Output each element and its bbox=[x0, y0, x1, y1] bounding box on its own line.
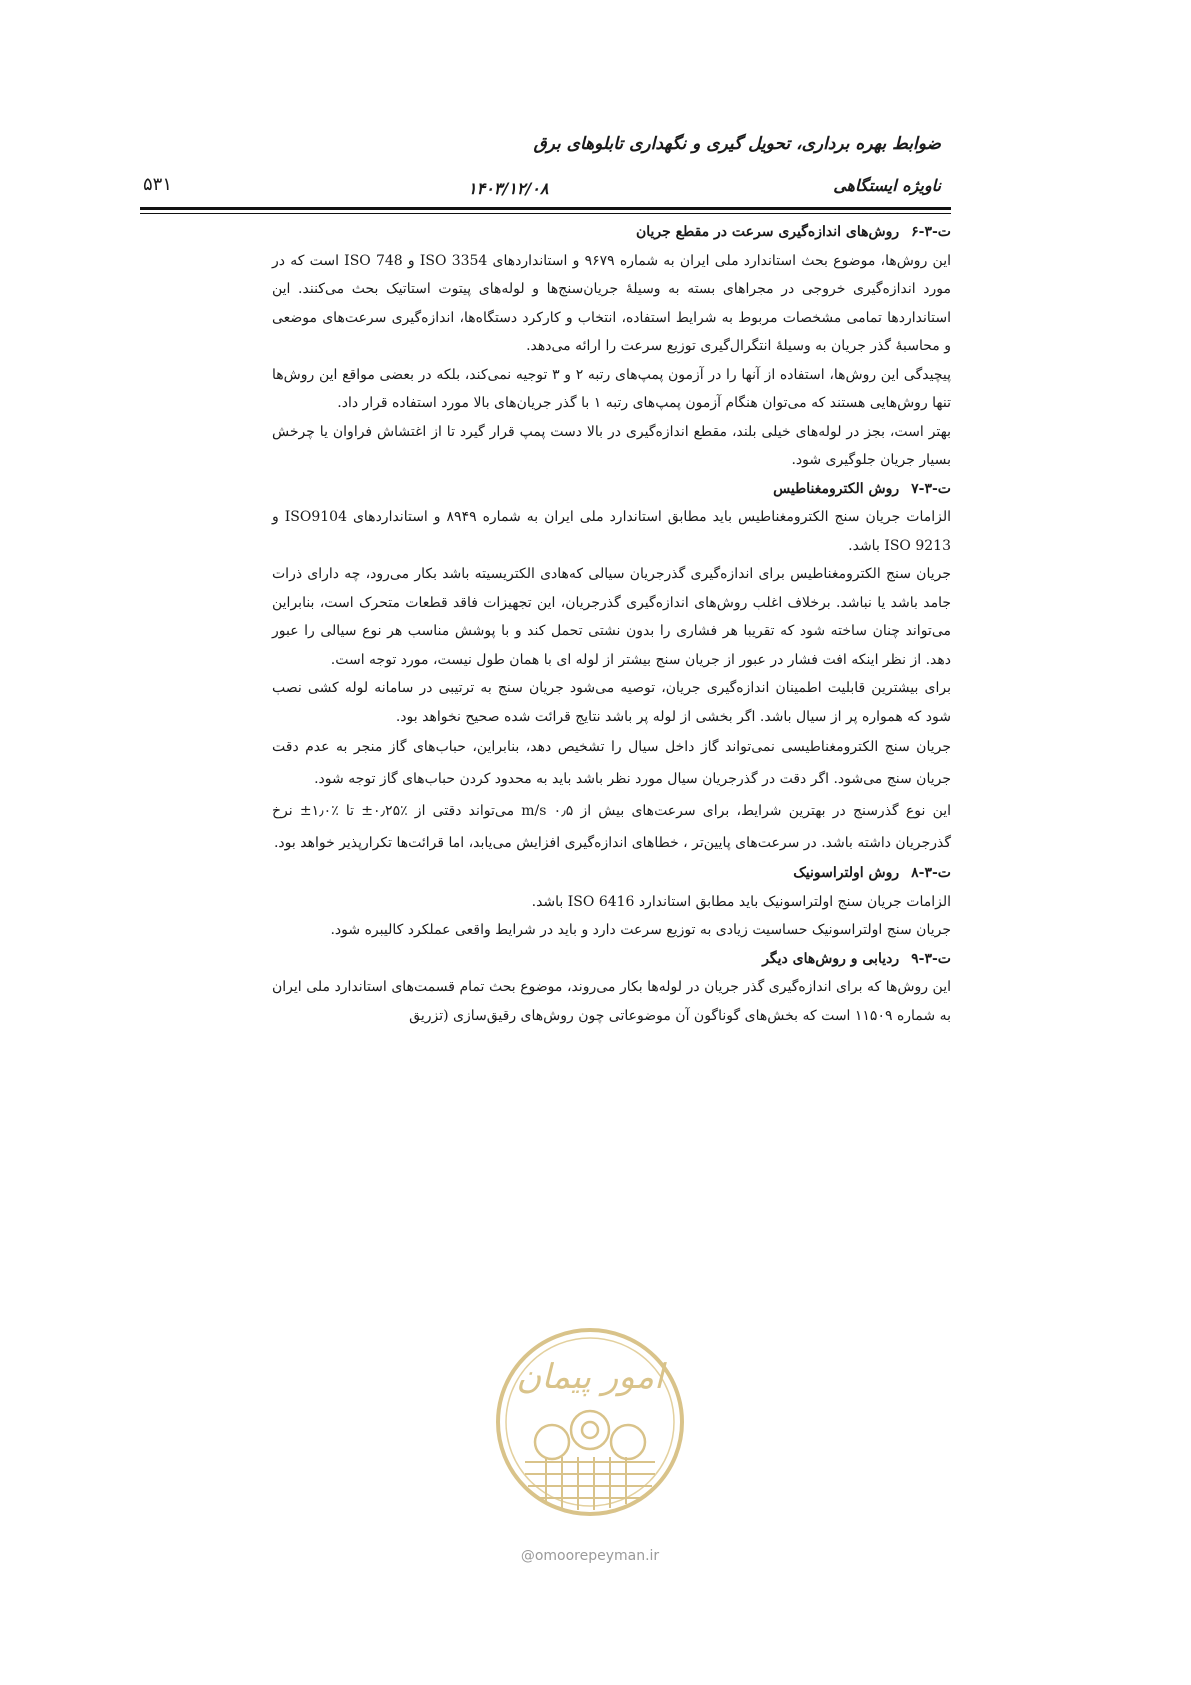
header-rule-thin bbox=[140, 213, 951, 214]
paragraph: جریان سنج اولتراسونیک حساسیت زیادی به توزیع سرعت دارد و باید در شرایط واقعی عملکرد کالیبره شود. bbox=[330, 922, 951, 938]
section-heading-8 bbox=[272, 859, 951, 888]
section-title: روش الکترومغناطیس bbox=[773, 480, 900, 497]
watermark-logo bbox=[490, 1322, 690, 1540]
section-heading-6 bbox=[272, 218, 951, 247]
paragraph: بهتر است، بجز در لوله‌های خیلی بلند، مقطع اندازه‌گیری در بالا دست پمپ قرار گیرد تا از اغتشاش فراوان یا چرخش بسیار جریان جلوگیری شود. bbox=[272, 423, 951, 468]
header-rule-thick bbox=[140, 207, 951, 210]
paragraph: جریان سنج الکترومغناطیسی نمی‌تواند گاز داخل سیال را تشخیص دهد، بنابراین، حباب‌های گاز منجر به عدم دقت جریان سنج می‌شود. اگر دقت در گذرجریان سیال مورد نظر باشد باید به محدود کردن حباب‌های گاز توجه شود. bbox=[272, 739, 951, 787]
paragraph: جریان سنج الکترومغناطیس برای اندازه‌گیری گذرجریان سیالی که‌هادی الکتریسیته باشد بکار می‌رود، چه دارای ذرات جامد باشد یا نباشد. برخلاف اغلب روش‌های اندازه‌گیری گذرجریان، این تجهیزات فاقد قطعات متحرک است، بنابراین می‌تواند چنان ساخته شود که تقریبا هر فشاری را بدون نشتی تحمل کند و با پوشش مناسب هر نوع سیالی را عبور دهد. از نظر اینکه افت فشار در عبور از جریان سنج بیشتر از لوله ای با همان طول نیست، مورد توجه است. bbox=[272, 566, 951, 668]
page-number: ۵۳۱ bbox=[143, 174, 173, 195]
section-name: ناویژه ایستگاهی bbox=[833, 176, 941, 195]
section-title: روش‌های اندازه‌گیری سرعت در مقطع جریان bbox=[635, 224, 900, 240]
paragraph: الزامات جریان سنج الکترومغناطیس باید مطابق استاندارد ملی ایران به شماره ۸۹۴۹ و استانداردهای ISO9104 و ISO 9213 باشد. bbox=[272, 509, 951, 554]
section-number: ت-۳-۹ bbox=[911, 950, 951, 967]
paragraph: پیچیدگی این روش‌ها، استفاده از آنها را در آزمون پمپ‌های رتبه ۲ و ۳ توجیه نمی‌کند، بلکه در بعضی مواقع این روش‌ها تنها روش‌هایی هستند که می‌توان هنگام آزمون پمپ‌های رتبه ۱ با گذر جریان‌های بالا مورد استفاده قرار داد. bbox=[272, 366, 951, 411]
paragraph: این روش‌ها که برای اندازه‌گیری گذر جریان در لوله‌ها بکار می‌روند، موضوع بحث تمام قسمت‌های استاندارد ملی ایران به شماره ۱۱۵۰۹ است که بخش‌های گوناگون آن موضوعاتی چون روش‌های رقیق‌سازی (تزریق bbox=[272, 979, 952, 1024]
body-text bbox=[272, 218, 951, 1030]
watermark-url: @omoorepeyman.ir bbox=[520, 1548, 660, 1564]
watermark-logo-graphic bbox=[490, 1322, 690, 1540]
paragraph: الزامات جریان سنج اولتراسونیک باید مطابق استاندارد ISO 6416 باشد. bbox=[531, 893, 951, 910]
section-number: ت-۳-۶ bbox=[911, 224, 951, 240]
section-title: روش اولتراسونیک bbox=[793, 865, 900, 881]
paragraph: این نوع گذرسنج در بهترین شرایط، برای سرعت‌های بیش از ۰٫۵ m/s می‌تواند دقتی از ٪۰٫۲۵± تا ٪۱٫۰± نرخ گذرجریان داشته باشد. در سرعت‌های پایین‌تر ، خطاهای اندازه‌گیری افزایش می‌یابد، اما قرائت‌ها تکرارپذیر خواهد بود. bbox=[272, 803, 952, 851]
section-number: ت-۳-۸ bbox=[911, 865, 951, 881]
document-date: ۱۴۰۳/۱۲/۰۸ bbox=[468, 179, 549, 198]
watermark-logo-text: امور پیمان bbox=[516, 1357, 664, 1397]
section-heading-9 bbox=[272, 945, 951, 974]
document-title: ضوابط بهره برداری، تحویل گیری و نگهداری تابلوهای برق bbox=[533, 134, 941, 154]
section-heading-7 bbox=[272, 475, 951, 504]
paragraph: این روش‌ها، موضوع بحث استاندارد ملی ایران به شماره ۹۶۷۹ و استانداردهای ISO 3354 و ISO 748 است که در مورد اندازه‌گیری خروجی در مجراهای بسته به وسیلهٔ جریان‌سنج‌ها و لوله‌های پیتوت استاتیک بحث می‌کنند. این استانداردها تمامی مشخصات مربوط به شرایط استفاده، انتخاب و کارکرد دستگاه‌ها، اندازه‌گیری سرعت‌های موضعی و محاسبهٔ گذر جریان به وسیلهٔ انتگرال‌گیری توزیع سرعت را ارائه می‌دهد. bbox=[272, 252, 951, 354]
paragraph: برای بیشترین قابلیت اطمینان اندازه‌گیری جریان، توصیه می‌شود جریان سنج به ترتیبی در سامانه لوله کشی نصب شود که همواره پر از سیال باشد. اگر بخشی از لوله پر باشد نتایج قرائت شده صحیح نخواهد بود. bbox=[272, 680, 951, 725]
section-title: ردیابی و روش‌های دیگر bbox=[762, 950, 900, 967]
section-number: ت-۳-۷ bbox=[911, 480, 951, 497]
